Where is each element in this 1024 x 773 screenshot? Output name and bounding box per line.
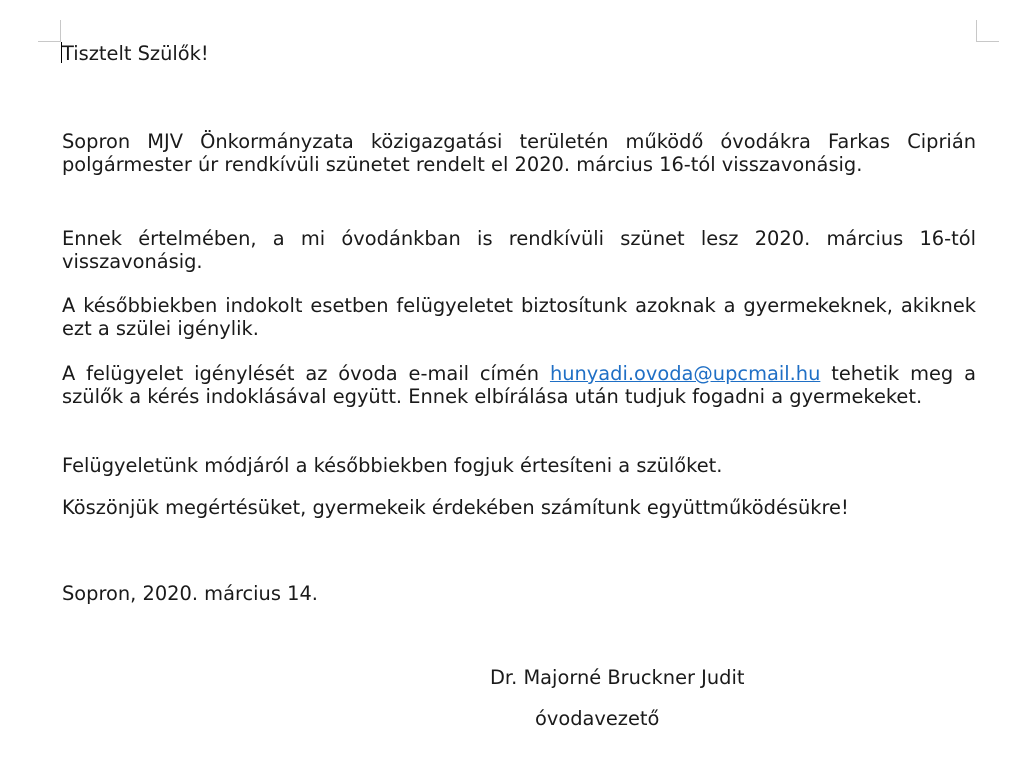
email-link[interactable]: hunyadi.ovoda@upcmail.hu (549, 362, 821, 385)
signature-name[interactable]: Dr. Majorné Bruckner Judit (490, 666, 745, 689)
margin-mark-top-right-horizontal (977, 41, 999, 42)
paragraph-supervision[interactable]: A későbbiekben indokolt esetben felügyeletet biztosítunk azoknak a gyermekeknek, akiknek ezt a szülei igénylik. (62, 294, 976, 340)
signature-title[interactable]: óvodavezető (535, 707, 660, 730)
paragraph-request-text-before: A felügyelet igénylését az óvoda e-mail címén (62, 362, 550, 385)
paragraph-closure-announcement[interactable]: Sopron MJV Önkormányzata közigazgatási területén működő óvodákra Farkas Ciprián polgármester úr rendkívüli szünetet rendelt el 2020. március 16-tól visszavonásig. (62, 130, 976, 176)
paragraph-thanks[interactable]: Köszönjük megértésüket, gyermekeik érdekében számítunk együttműködésükre! (62, 496, 849, 519)
margin-mark-top-left-vertical (60, 20, 61, 42)
paragraph-request-text-after: tehetik meg a szülők a kérés indoklásával együtt. Ennek elbírálása után tudjuk fogadni a gyermekeket. (62, 362, 976, 408)
paragraph-notification[interactable]: Felügyeletünk módjáról a későbbiekben fogjuk értesíteni a szülőket. (62, 454, 723, 477)
date-line[interactable]: Sopron, 2020. március 14. (62, 582, 318, 605)
greeting[interactable]: Tisztelt Szülők! (62, 42, 209, 65)
margin-mark-top-right-vertical (976, 20, 977, 42)
paragraph-request-info[interactable] (62, 362, 976, 408)
margin-mark-top-left-horizontal (38, 41, 60, 42)
paragraph-kindergarten-closure[interactable]: Ennek értelmében, a mi óvodánkban is rendkívüli szünet lesz 2020. március 16-tól visszavonásig. (62, 227, 976, 273)
